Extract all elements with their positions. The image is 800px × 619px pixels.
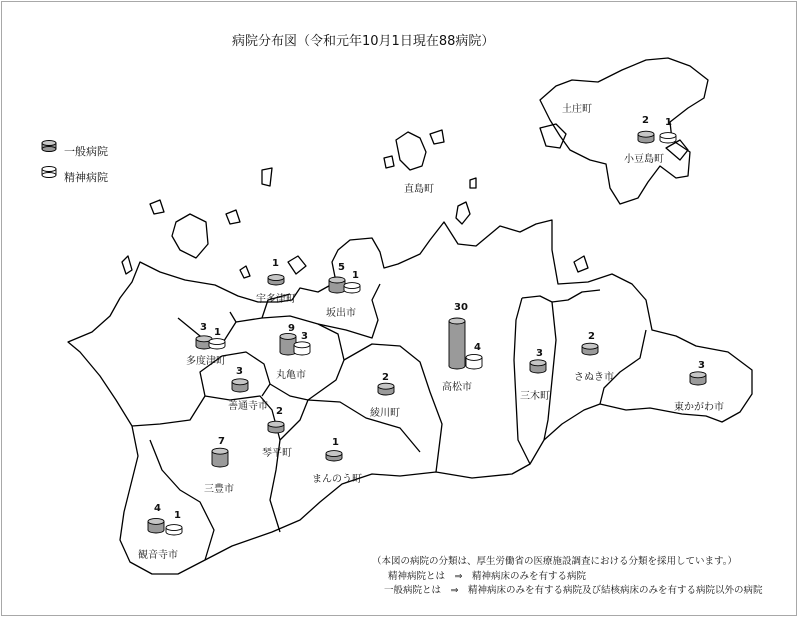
border-miki-west (514, 298, 530, 464)
count-ayagawa-general: 2 (382, 372, 389, 383)
label-kanonji: 観音寺市 (138, 550, 178, 561)
island-naoshima-w (262, 168, 272, 186)
count-kotohira-general: 2 (276, 406, 283, 417)
label-tonosho: 土庄町 (562, 104, 592, 115)
border-kanonji-mitoyo (150, 440, 214, 560)
count-mitoyo-general: 7 (218, 436, 225, 447)
legend-label: 精神病院 (64, 171, 108, 184)
count-zentsuji-general: 3 (236, 366, 243, 377)
cylinder-psychiatric-1 (660, 133, 676, 143)
count-marugame-psychiatric: 3 (301, 331, 308, 342)
count-miki-general: 3 (536, 348, 543, 359)
cylinder-general-15 (326, 451, 342, 461)
count-shodoshima-psychiatric: 1 (665, 117, 672, 128)
label-utazu: 宇多津町 (256, 294, 296, 305)
island-shiwaku-5 (288, 256, 306, 274)
label-miki: 三木町 (520, 391, 550, 402)
island-teshima (540, 124, 566, 148)
count-takamatsu-psychiatric: 4 (474, 342, 481, 353)
cylinder-general-3 (268, 275, 284, 285)
border-higashikagawa (600, 330, 646, 404)
island-naoshima (396, 132, 426, 170)
island-shiwaku-4 (122, 256, 132, 274)
count-higashikagawa-general: 3 (698, 360, 705, 371)
cylinder-general-11 (530, 360, 546, 373)
cylinder-general-4 (329, 277, 345, 293)
label-sanuki: さぬき市 (574, 372, 614, 383)
count-manno-general: 1 (332, 437, 339, 448)
cylinder-general-12 (582, 343, 598, 355)
border-sanuki (552, 290, 600, 302)
island-naoshima-s (384, 156, 394, 168)
cylinder-general-8 (268, 421, 284, 433)
count-kanonji-general: 4 (154, 503, 161, 514)
cylinder-psychiatric-6 (294, 342, 310, 355)
island-shodoshima (540, 58, 708, 204)
island-shiwaku-6 (240, 266, 250, 278)
label-zentsuji: 善通寺市 (228, 401, 268, 412)
label-sakaide: 坂出市 (326, 308, 356, 319)
label-mitoyo: 三豊市 (204, 484, 234, 495)
legend-item-psychiatric (40, 164, 108, 190)
label-tadotsu: 多度津町 (186, 356, 226, 367)
count-tadotsu-general: 3 (200, 322, 207, 333)
count-takamatsu-general: 30 (454, 302, 468, 313)
island-shiwaku-2 (150, 200, 164, 214)
mainland-outline (68, 220, 752, 574)
note-source: （本図の病院の分類は、厚生労働省の医療施設調査における分類を採用しています。） (372, 556, 737, 567)
label-takamatsu: 高松市 (442, 382, 472, 393)
map-title: 病院分布図（令和元年10月1日現在88病院） (232, 34, 495, 49)
island-east-small (574, 256, 588, 272)
count-sakaide-psychiatric: 1 (352, 270, 359, 281)
count-utazu-general: 1 (272, 258, 279, 269)
legend-item-general (40, 138, 108, 164)
count-tadotsu-psychiatric: 1 (214, 327, 221, 338)
count-kanonji-psychiatric: 1 (174, 510, 181, 521)
count-sanuki-general: 2 (588, 331, 595, 342)
cylinder-general-10 (378, 383, 394, 395)
label-naoshima: 直島町 (404, 184, 434, 195)
border-kotohira (280, 400, 308, 440)
count-marugame-general: 9 (288, 323, 295, 334)
label-manno: まんのう町 (312, 474, 362, 485)
island-shiwaku-3 (226, 210, 240, 224)
cylinder-psychiatric-4 (344, 283, 360, 293)
island-naoshima-n (430, 130, 444, 144)
label-higashikagawa: 東かがわ市 (674, 402, 724, 413)
cylinder-psychiatric-5 (209, 339, 225, 349)
cylinder-psychiatric-16 (166, 525, 182, 535)
count-sakaide-general: 5 (338, 262, 345, 273)
legend-label: 一般病院 (64, 145, 108, 158)
label-kotohira: 琴平町 (262, 448, 292, 459)
label-marugame: 丸亀市 (276, 370, 306, 381)
border-manno (308, 400, 420, 452)
label-shodoshima: 小豆島町 (624, 154, 664, 165)
cylinder-general-14 (212, 448, 228, 467)
cylinder-general-1 (638, 131, 654, 143)
note-general-def: 一般病院とは ⇒ 精神病床のみを有する病院及び結核病床のみを有する病院以外の病院 (384, 585, 763, 596)
cylinder-general-9 (449, 318, 465, 369)
island-ogijima (456, 202, 470, 224)
island-megijima (470, 178, 476, 188)
cylinder-general-16 (148, 518, 164, 533)
note-psychiatric-def: 精神病院とは ⇒ 精神病床のみを有する病院 (388, 571, 586, 582)
island-shiwaku-1 (172, 214, 208, 258)
cylinder-general-7 (232, 379, 248, 392)
cylinder-psychiatric-9 (466, 354, 482, 369)
count-shodoshima-general: 2 (642, 115, 649, 126)
label-ayagawa: 綾川町 (370, 408, 400, 419)
legend (40, 138, 108, 190)
cylinder-general-13 (690, 372, 706, 385)
